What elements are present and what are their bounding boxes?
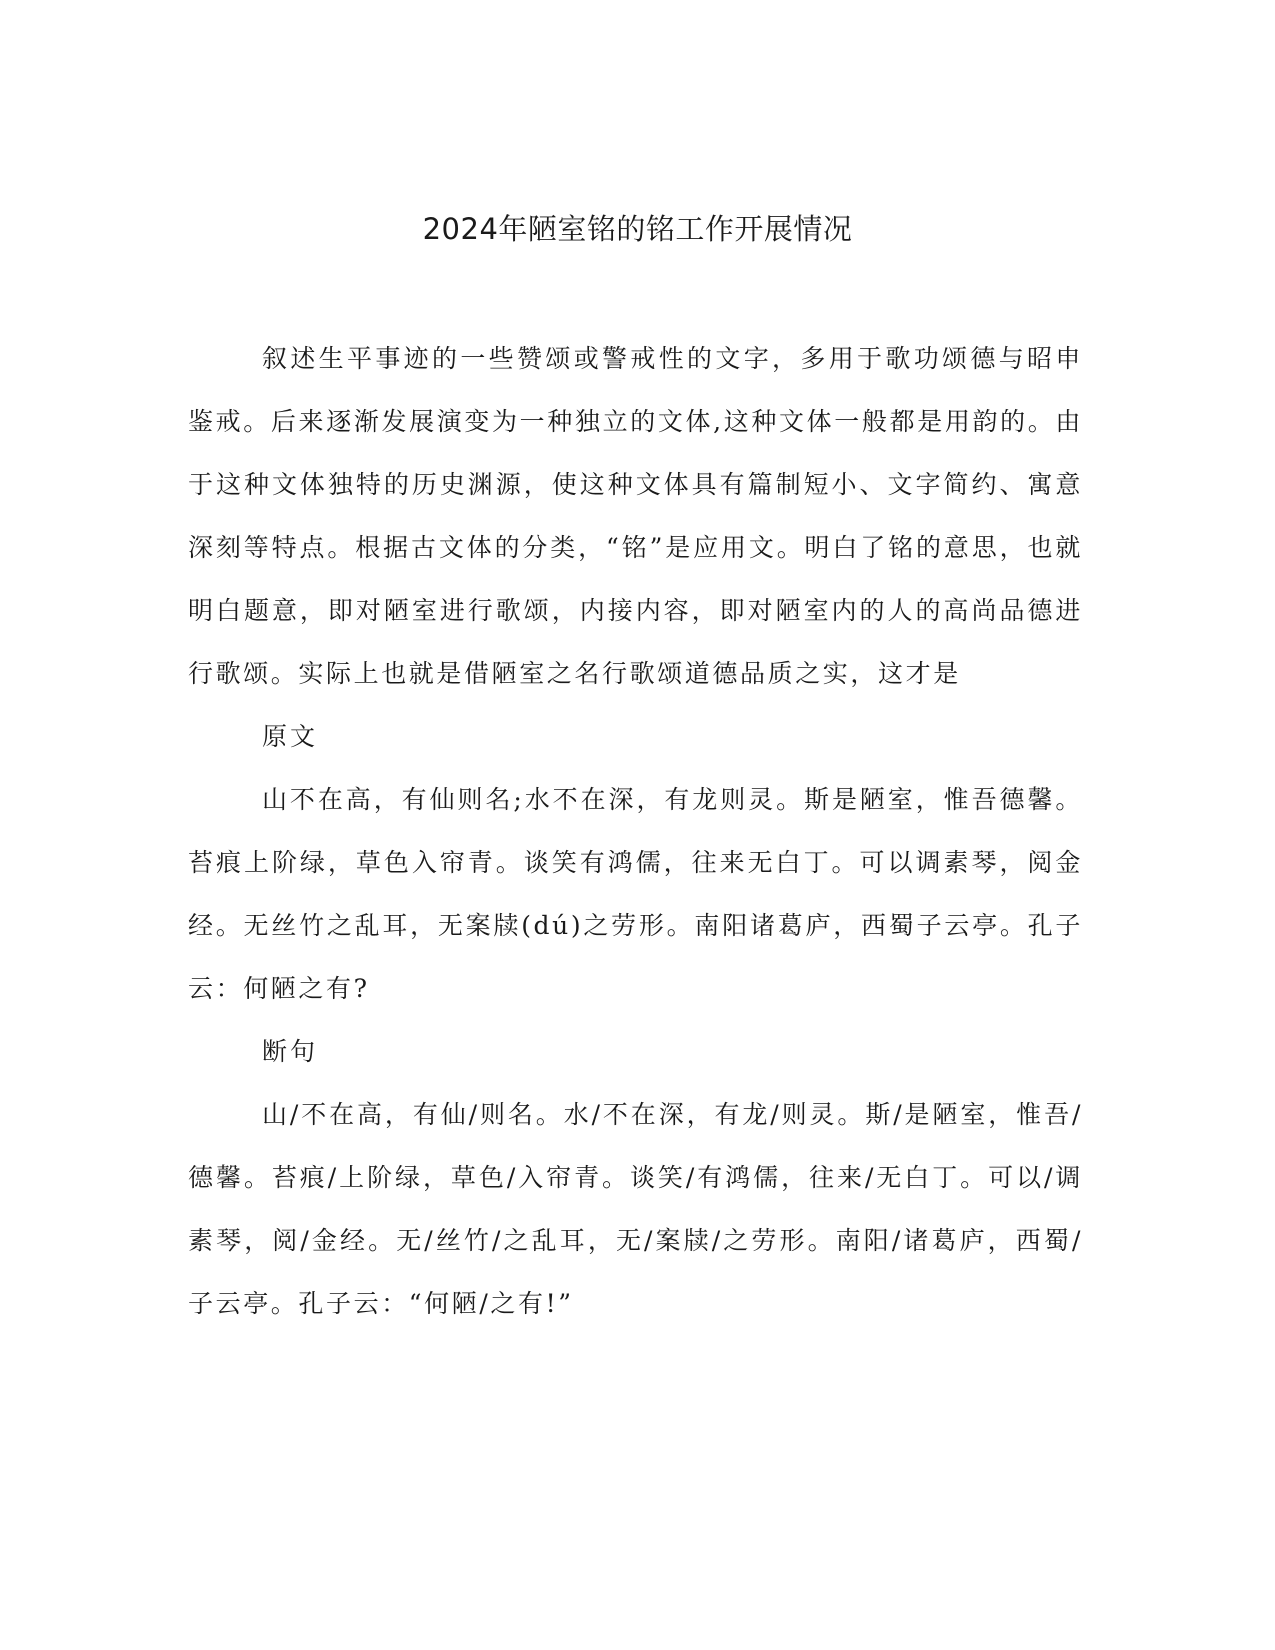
punctuated-text-paragraph: 山/不在高，有仙/则名。水/不在深，有龙/则灵。斯/是陋室，惟吾/德馨。苔痕/上阶绿，草色/入帘青。谈笑/有鸿儒，往来/无白丁。可以/调素琴，阅/金经。无/丝竹/之乱耳，无/案牍/之劳形。南阳/诸葛庐，西蜀/子云亭。孔子云：“何陋/之有!”	[188, 1100, 1083, 1318]
original-text-paragraph: 山不在高，有仙则名;水不在深，有龙则灵。斯是陋室，惟吾德馨。苔痕上阶绿，草色入帘青。谈笑有鸿儒，往来无白丁。可以调素琴，阅金经。无丝竹之乱耳，无案牍(dú)之劳形。南阳诸葛庐，西蜀子云亭。孔子云：何陋之有?	[188, 785, 1083, 1003]
intro-paragraph: 叙述生平事迹的一些赞颂或警戒性的文字，多用于歌功颂德与昭申鉴戒。后来逐渐发展演变为一种独立的文体,这种文体一般都是用韵的。由于这种文体独特的历史渊源，使这种文体具有篇制短小、文字简约、寓意深刻等特点。根据古文体的分类，“铭”是应用文。明白了铭的意思，也就明白题意，即对陋室进行歌颂，内接内容，即对陋室内的人的高尚品德进行歌颂。实际上也就是借陋室之名行歌颂道德品质之实，这才是	[188, 344, 1083, 688]
section-heading-original: 原文	[262, 722, 319, 751]
section-heading-punctuation: 断句	[262, 1037, 319, 1066]
document-title: 2024年陋室铭的铭工作开展情况	[422, 212, 853, 246]
document-body	[188, 327, 1083, 1335]
